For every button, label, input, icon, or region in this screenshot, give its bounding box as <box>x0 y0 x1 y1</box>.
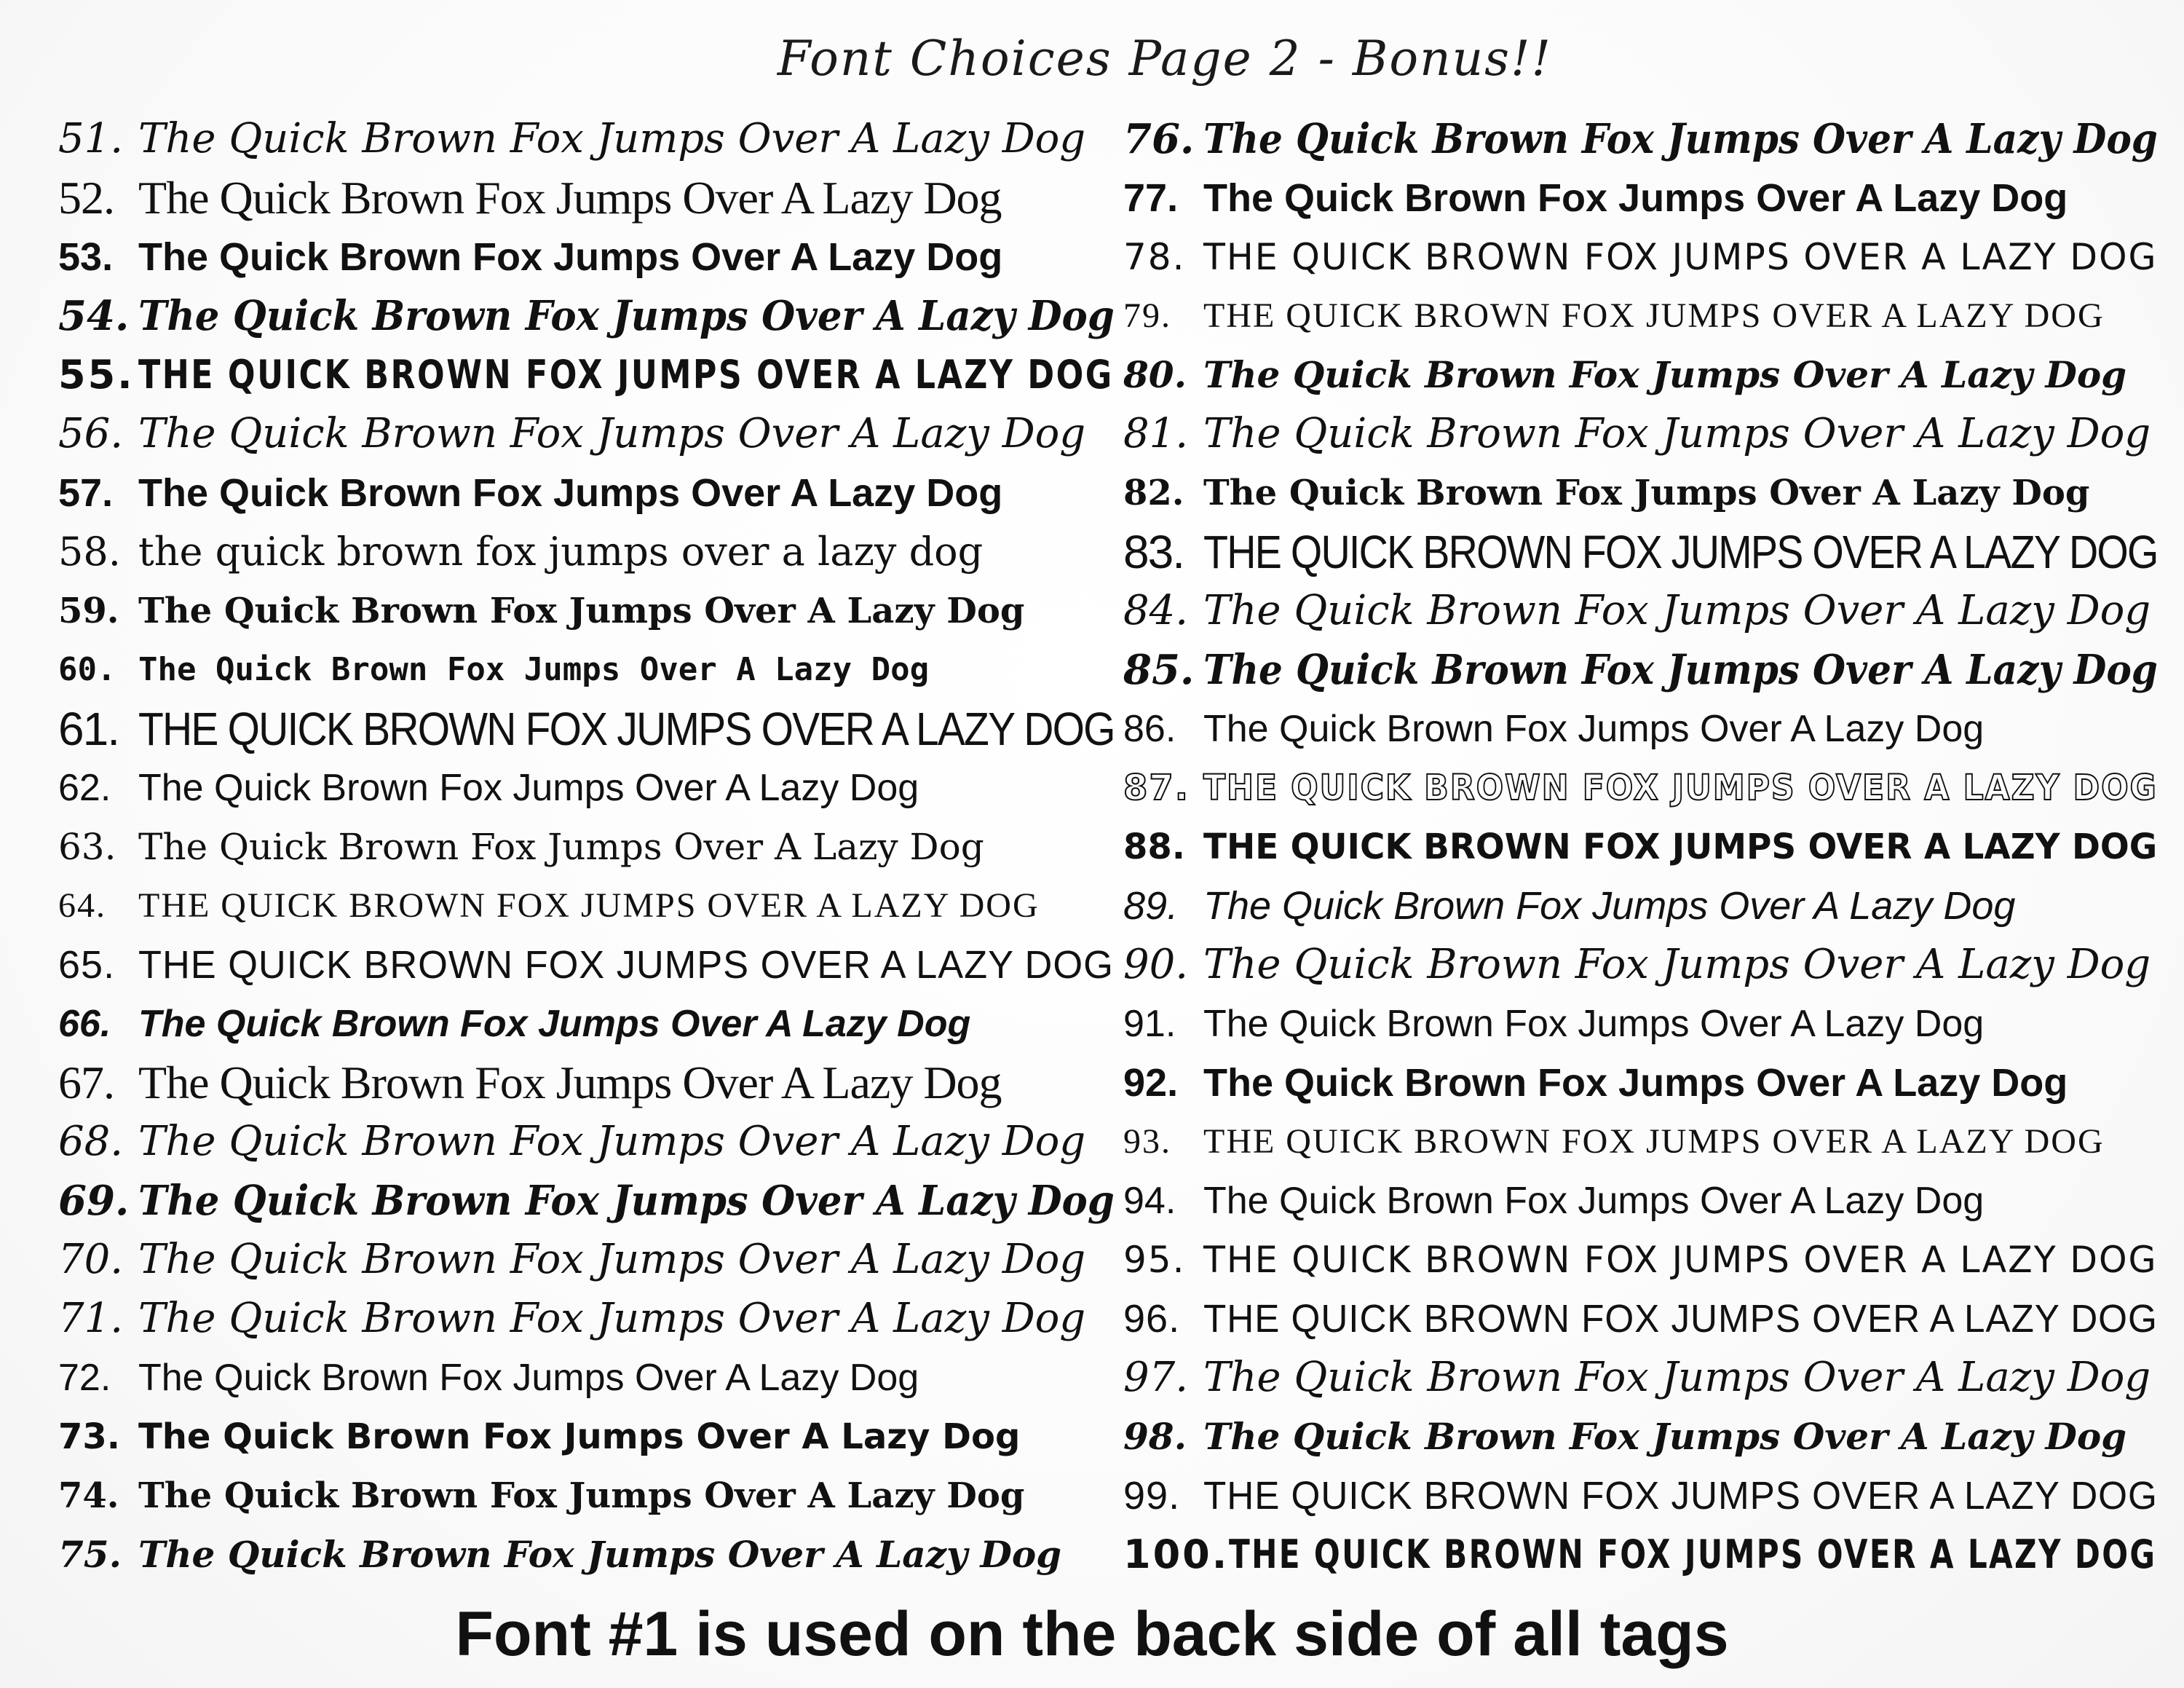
font-number: 71. <box>58 1295 124 1342</box>
font-number: 85. <box>1123 645 1195 694</box>
font-number: 89. <box>1123 883 1179 928</box>
font-sample-row <box>58 581 1128 640</box>
font-sample-row <box>1123 699 2172 758</box>
font-number: 58. <box>58 529 121 575</box>
font-number: 88. <box>1123 826 1186 867</box>
font-sample-row <box>1123 581 2172 640</box>
font-sample-text: The Quick Brown Fox Jumps Over A Lazy Dog <box>1203 1002 1985 1045</box>
font-sample-row <box>1123 1171 2172 1230</box>
font-number: 96. <box>1123 1296 1181 1341</box>
font-sample-row <box>1123 404 2172 463</box>
font-sample-row <box>58 1053 1128 1112</box>
font-number: 95. <box>1123 1238 1186 1281</box>
font-number: 86. <box>1123 707 1176 750</box>
font-sample-row <box>58 640 1128 699</box>
font-sample-row <box>58 345 1128 404</box>
font-number: 98. <box>1123 1415 1187 1458</box>
font-sample-text: The Quick Brown Fox Jumps Over A Lazy Dog <box>138 1533 1062 1576</box>
font-number: 68. <box>58 1118 124 1165</box>
font-number: 77. <box>1123 175 1179 220</box>
font-number: 63. <box>58 825 116 868</box>
font-number: 82. <box>1123 472 1184 513</box>
font-sample-row <box>58 1348 1128 1407</box>
font-sample-text: The Quick Brown Fox Jumps Over A Lazy Dog <box>138 1118 1086 1165</box>
font-sample-row <box>58 1112 1128 1171</box>
font-sample-text: THE QUICK BROWN FOX JUMPS OVER A LAZY DOG <box>1203 767 2158 808</box>
font-sample-text: THE QUICK BROWN FOX JUMPS OVER A LAZY DOG <box>138 352 1114 398</box>
font-sample-row <box>58 227 1128 286</box>
font-sample-text: THE QUICK BROWN FOX JUMPS OVER A LAZY DOG <box>1203 235 2158 278</box>
font-number: 52. <box>58 171 114 224</box>
font-number: 55. <box>58 352 135 398</box>
font-list-left <box>58 109 1128 1584</box>
font-sample-row <box>58 463 1128 522</box>
font-sample-text: The Quick Brown Fox Jumps Over A Lazy Dog <box>1203 472 2090 513</box>
font-sample-row <box>58 1289 1128 1348</box>
font-sample-row <box>1123 522 2172 581</box>
font-sample-text: The Quick Brown Fox Jumps Over A Lazy Dog <box>138 1356 919 1399</box>
font-sample-text: The Quick Brown Fox Jumps Over A Lazy Dog <box>138 291 1115 340</box>
font-number: 80. <box>1123 353 1187 396</box>
font-sample-row <box>1123 227 2172 286</box>
font-sample-row <box>1123 758 2172 817</box>
font-sample-row <box>1123 1407 2172 1466</box>
font-sample-row <box>1123 1466 2172 1525</box>
font-sample-row <box>1123 817 2172 876</box>
font-sample-text: The Quick Brown Fox Jumps Over A Lazy Dog <box>1203 1179 1985 1222</box>
font-number: 64. <box>58 886 106 925</box>
font-sample-text: The Quick Brown Fox Jumps Over A Lazy Dog <box>138 1176 1115 1225</box>
font-sample-row <box>58 109 1128 168</box>
font-number: 60. <box>58 651 116 688</box>
font-sample-text: The Quick Brown Fox Jumps Over A Lazy Dog <box>1203 883 2016 928</box>
font-sample-text: The Quick Brown Fox Jumps Over A Lazy Dog <box>1203 587 2151 634</box>
font-number: 61. <box>58 702 119 755</box>
font-sample-row <box>1123 1053 2172 1112</box>
font-number: 67. <box>58 1056 114 1108</box>
font-number: 92. <box>1123 1060 1179 1105</box>
font-sample-text: THE QUICK BROWN FOX JUMPS OVER A LAZY DOG <box>1203 1238 2158 1281</box>
font-sample-text: The Quick Brown Fox Jumps Over A Lazy Dog <box>138 470 1003 515</box>
font-sample-row <box>1123 1112 2172 1171</box>
font-number: 100. <box>1123 1531 1230 1577</box>
font-sample-text: The Quick Brown Fox Jumps Over A Lazy Dog <box>138 825 984 868</box>
font-number: 51. <box>58 115 124 162</box>
font-sample-text: the quick brown fox jumps over a lazy dog <box>138 529 984 575</box>
font-sample-text: THE QUICK BROWN FOX JUMPS OVER A LAZY DOG <box>1203 1473 2158 1518</box>
font-number: 97. <box>1123 1354 1189 1401</box>
font-sample-text: The Quick Brown Fox Jumps Over A Lazy Dog <box>1203 707 1985 750</box>
font-sample-row <box>58 1230 1128 1289</box>
font-number: 78. <box>1123 235 1186 278</box>
font-sample-text: THE QUICK BROWN FOX JUMPS OVER A LAZY DOG <box>1203 826 2158 867</box>
font-sample-text: The Quick Brown Fox Jumps Over A Lazy Dog <box>138 234 1003 279</box>
font-number: 81. <box>1123 410 1189 457</box>
font-number: 79. <box>1123 296 1171 335</box>
page-title: Font Choices Page 2 - Bonus!! <box>777 31 1553 87</box>
font-number: 66. <box>58 1002 111 1045</box>
font-number: 91. <box>1123 1002 1176 1045</box>
font-sample-row <box>58 935 1128 994</box>
font-sample-text: The Quick Brown Fox Jumps Over A Lazy Dog <box>1203 941 2151 988</box>
font-sample-row <box>1123 876 2172 935</box>
font-sample-text: The Quick Brown Fox Jumps Over A Lazy Dog <box>1203 175 2068 220</box>
font-number: 70. <box>58 1236 124 1283</box>
font-sample-text: THE QUICK BROWN FOX JUMPS OVER A LAZY DOG <box>138 702 1115 755</box>
font-sample-row <box>58 994 1128 1053</box>
font-sample-row <box>58 1466 1128 1525</box>
font-sample-row <box>58 404 1128 463</box>
font-sample-text: The Quick Brown Fox Jumps Over A Lazy Dog <box>1203 410 2151 457</box>
font-number: 69. <box>58 1176 130 1225</box>
font-number: 72. <box>58 1356 111 1399</box>
font-sample-row <box>58 876 1128 935</box>
font-sample-text: The Quick Brown Fox Jumps Over A Lazy Dog <box>138 1056 1002 1108</box>
font-sample-text: The Quick Brown Fox Jumps Over A Lazy Dog <box>1203 1415 2127 1458</box>
font-sample-text: The Quick Brown Fox Jumps Over A Lazy Dog <box>1203 1354 2151 1401</box>
font-sample-row <box>58 1525 1128 1584</box>
font-number: 65. <box>58 942 116 987</box>
font-sample-row <box>58 1407 1128 1466</box>
font-number: 74. <box>58 1475 119 1516</box>
font-number: 93. <box>1123 1122 1171 1161</box>
font-number: 73. <box>58 1416 121 1457</box>
font-sample-row <box>1123 1289 2172 1348</box>
font-sample-text: The Quick Brown Fox Jumps Over A Lazy Dog <box>138 1002 971 1045</box>
font-sample-text: THE QUICK BROWN FOX JUMPS OVER A LAZY DOG <box>1203 296 2105 335</box>
font-number: 56. <box>58 410 124 457</box>
font-sample-row <box>58 286 1128 345</box>
font-sample-text: The Quick Brown Fox Jumps Over A Lazy Dog <box>138 410 1086 457</box>
font-sample-text: The Quick Brown Fox Jumps Over A Lazy Dog <box>138 1416 1021 1457</box>
font-number: 59. <box>58 590 119 631</box>
font-number: 57. <box>58 470 114 515</box>
font-sample-row <box>58 1171 1128 1230</box>
font-sample-row <box>1123 1230 2172 1289</box>
font-sample-text: The Quick Brown Fox Jumps Over A Lazy Dog <box>138 590 1025 631</box>
font-sample-row <box>1123 109 2172 168</box>
font-sample-row <box>58 522 1128 581</box>
font-sample-text: The Quick Brown Fox Jumps Over A Lazy Dog <box>138 1236 1086 1283</box>
font-number: 99. <box>1123 1473 1181 1518</box>
font-number: 53. <box>58 234 114 279</box>
font-list-right <box>1123 109 2172 1584</box>
font-number: 84. <box>1123 587 1189 634</box>
font-sample-row <box>1123 1348 2172 1407</box>
font-sample-text: THE QUICK BROWN FOX JUMPS OVER A LAZY DOG <box>138 942 1114 987</box>
font-sample-row <box>1123 994 2172 1053</box>
font-sample-text: THE QUICK BROWN FOX JUMPS OVER A LAZY DOG <box>1229 1531 2157 1577</box>
font-sample-text: THE QUICK BROWN FOX JUMPS OVER A LAZY DOG <box>138 886 1040 925</box>
font-sample-text: THE QUICK BROWN FOX JUMPS OVER A LAZY DOG <box>1203 1122 2105 1161</box>
font-number: 54. <box>58 291 130 340</box>
font-sample-row <box>58 699 1128 758</box>
font-sample-row <box>1123 1525 2172 1584</box>
font-sample-text: The Quick Brown Fox Jumps Over A Lazy Dog <box>138 766 919 809</box>
font-sample-text: The Quick Brown Fox Jumps Over A Lazy Dog <box>138 651 930 688</box>
font-sample-text: The Quick Brown Fox Jumps Over A Lazy Dog <box>1203 1060 2068 1105</box>
font-sample-row <box>1123 463 2172 522</box>
font-number: 62. <box>58 766 111 809</box>
font-sample-text: The Quick Brown Fox Jumps Over A Lazy Dog <box>1203 645 2158 694</box>
font-sample-row <box>58 168 1128 227</box>
font-number: 76. <box>1123 114 1195 163</box>
font-sample-text: The Quick Brown Fox Jumps Over A Lazy Dog <box>138 1295 1086 1342</box>
font-sample-text: The Quick Brown Fox Jumps Over A Lazy Dog <box>1203 353 2127 396</box>
font-sample-text: The Quick Brown Fox Jumps Over A Lazy Dog <box>138 171 1002 224</box>
font-sample-row <box>58 758 1128 817</box>
font-sample-text: The Quick Brown Fox Jumps Over A Lazy Dog <box>1203 114 2158 163</box>
font-number: 90. <box>1123 941 1189 988</box>
font-sample-row <box>58 817 1128 876</box>
font-sample-row <box>1123 935 2172 994</box>
font-sample-row <box>1123 640 2172 699</box>
font-number: 83. <box>1123 525 1184 578</box>
font-sample-text: The Quick Brown Fox Jumps Over A Lazy Dog <box>138 115 1086 162</box>
font-sample-text: THE QUICK BROWN FOX JUMPS OVER A LAZY DOG <box>1203 525 2158 578</box>
font-number: 75. <box>58 1533 122 1576</box>
font-sample-row <box>1123 168 2172 227</box>
font-sample-row <box>1123 345 2172 404</box>
font-number: 94. <box>1123 1179 1176 1222</box>
font-sample-text: THE QUICK BROWN FOX JUMPS OVER A LAZY DOG <box>1203 1296 2158 1341</box>
font-number: 87. <box>1123 767 1190 808</box>
font-sample-text: The Quick Brown Fox Jumps Over A Lazy Dog <box>138 1475 1025 1516</box>
footer-note: Font #1 is used on the back side of all tags <box>455 1599 1729 1669</box>
font-sample-row <box>1123 286 2172 345</box>
